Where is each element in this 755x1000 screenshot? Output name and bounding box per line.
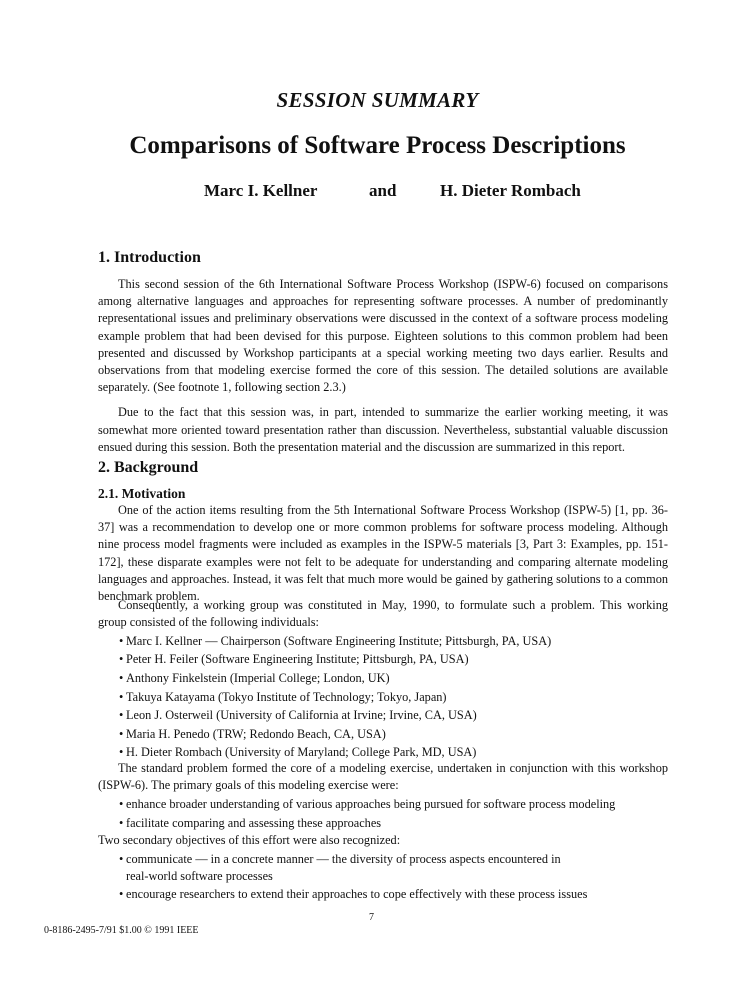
working-group-body [98, 597, 668, 762]
primary-goals-list [98, 796, 668, 832]
paragraph: The standard problem formed the core of a modeling exercise, undertaken in conjunction with this workshop (ISPW-6). The primary goals of this modeling exercise were: [98, 761, 668, 793]
list-item: • encourage researchers to extend their approaches to cope effectively with these process issues [98, 886, 668, 903]
author-conjunction: and [369, 181, 397, 200]
session-label: SESSION SUMMARY [276, 88, 479, 112]
paragraph: One of the action items resulting from the 5th International Software Process Workshop (ISPW-5) [1, pp. 36-37] was a recommendation to develop one or more common problems for software process modeling. Although nine process model fragments were included as examples in the ISPW-5 materials [3, Part 3: Examples, pp. 151-172], these disparate examples were not felt to be adequate for understanding and comparing alternate modeling languages and approaches. Instead, it was felt that much more would be gained by gathering solutions to a common benchmark problem. [98, 503, 668, 604]
list-item: • Takuya Katayama (Tokyo Institute of Technology; Tokyo, Japan) [98, 689, 668, 706]
copyright-notice: 0-8186-2495-7/91 $1.00 © 1991 IEEE [44, 925, 199, 936]
introduction-body [98, 276, 668, 456]
paragraph: Two secondary objectives of this effort were also recognized: [98, 832, 401, 847]
secondary-goals-list [98, 851, 668, 904]
list-item: • Peter H. Feiler (Software Engineering Institute; Pittsburgh, PA, USA) [98, 651, 668, 668]
paragraph: This second session of the 6th International Software Process Workshop (ISPW-6) focused on comparisons among alternative languages and approaches for representing software processes. A number of predominantly representational issues and preliminary observations were discussed in the context of a software process modeling example problem that had been devised for this purpose. Eighteen solutions to this common problem had been presented and discussed by Workshop participants at a special working meeting two days earlier. Results and observations from that modeling exercise formed the core of this session. The detailed solutions are available separately. (See footnote 1, following section 2.3.) [98, 277, 668, 395]
list-item: • Anthony Finkelstein (Imperial College; London, UK) [98, 670, 668, 687]
motivation-body [98, 502, 668, 605]
list-item: • communicate — in a concrete manner — the diversity of process aspects encountered in real-world software processes [98, 851, 668, 885]
list-item: • facilitate comparing and assessing these approaches [98, 815, 668, 832]
subsection-heading-motivation: 2.1. Motivation [98, 486, 186, 501]
list-item: • Maria H. Penedo (TRW; Redondo Beach, CA, USA) [98, 726, 668, 743]
section-heading-introduction: 1. Introduction [98, 249, 201, 266]
author-2: H. Dieter Rombach [440, 181, 581, 200]
list-item: • Marc I. Kellner — Chairperson (Software Engineering Institute; Pittsburgh, PA, USA) [98, 633, 668, 650]
member-list [98, 633, 668, 762]
author-1: Marc I. Kellner [204, 181, 318, 200]
paragraph: Consequently, a working group was constituted in May, 1990, to formulate such a problem. This working group consisted of the following individuals: [98, 598, 668, 630]
page-number: 7 [369, 912, 374, 923]
paragraph: Due to the fact that this session was, in part, intended to summarize the earlier working meeting, it was somewhat more oriented toward presentation rather than discussion. Nevertheless, substantial valuable discussion ensued during this session. Both the presentation material and the discussion are summarized in this report. [98, 405, 668, 454]
list-item: • Leon J. Osterweil (University of California at Irvine; Irvine, CA, USA) [98, 707, 668, 724]
list-item: • enhance broader understanding of various approaches being pursued for software process modeling [98, 796, 668, 813]
list-item: • H. Dieter Rombach (University of Maryland; College Park, MD, USA) [98, 744, 668, 761]
goals-body [98, 760, 668, 904]
paper-title: Comparisons of Software Process Descriptions [129, 132, 626, 159]
section-heading-background: 2. Background [98, 459, 199, 476]
